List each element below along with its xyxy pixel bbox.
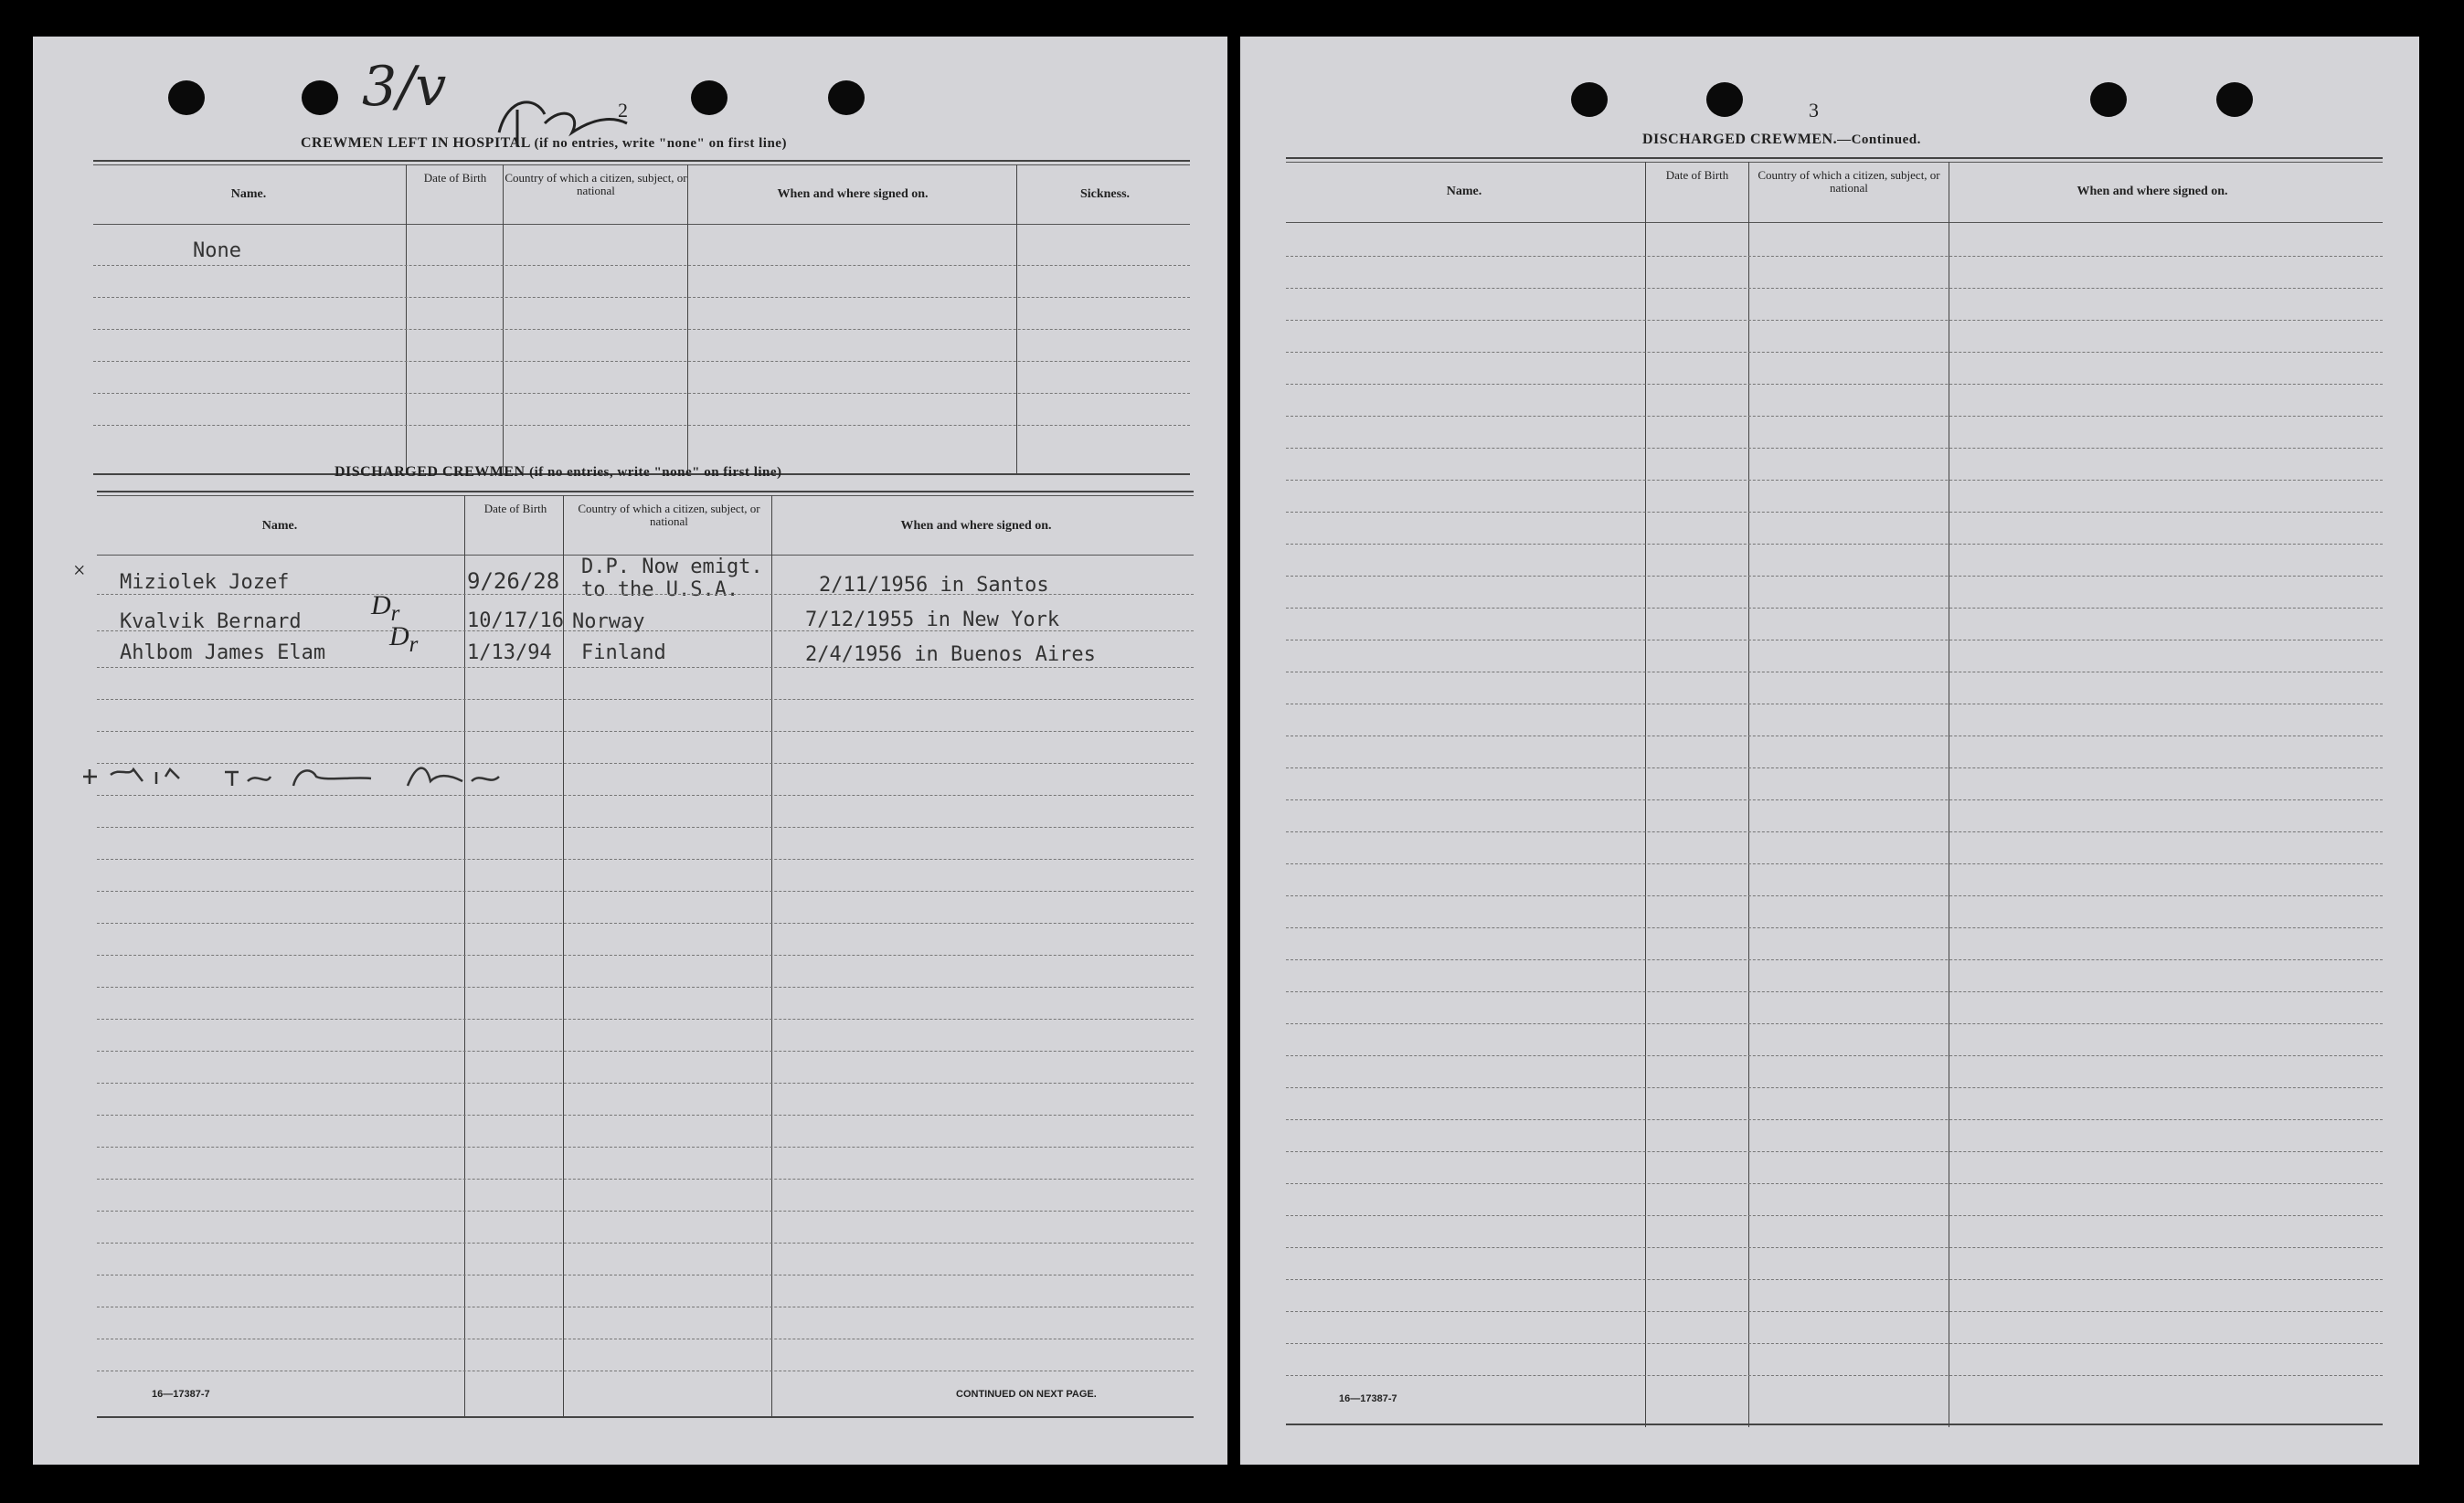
crew-country-line2: to the U.S.A. — [581, 578, 739, 601]
handwritten-page-note: 3/v — [362, 55, 447, 119]
punch-hole — [691, 80, 728, 115]
column-header-dob: Date of Birth — [483, 502, 547, 515]
discharged-continued-title: DISCHARGED CREWMEN.—Continued. — [1642, 132, 1921, 147]
column-header-signed: When and where signed on. — [777, 187, 929, 201]
hospital-first-entry: None — [193, 239, 241, 262]
crew-country: Norway — [572, 610, 645, 633]
column-header-signed: When and where signed on. — [2076, 185, 2228, 198]
column-header-dob: Date of Birth — [1665, 168, 1729, 182]
right-page — [1240, 37, 2419, 1465]
crew-country: Finland — [581, 641, 666, 664]
column-header-name: Name. — [230, 187, 267, 201]
column-header-sickness: Sickness. — [1079, 187, 1131, 201]
crew-name: Miziolek Jozef — [120, 571, 290, 594]
crew-name: Ahlbom James Elam — [120, 641, 326, 664]
checkmark: × — [73, 559, 86, 583]
handwritten-mark: $D_r$ — [389, 621, 419, 657]
punch-hole — [1571, 82, 1608, 117]
punch-hole — [302, 80, 338, 115]
page-number: 3 — [1809, 99, 1819, 122]
column-header-country: Country of which a citizen, subject, or national — [504, 171, 687, 197]
crew-signed: 7/12/1955 in New York — [805, 609, 1060, 631]
crew-dob: 10/17/16 — [467, 609, 564, 632]
crew-country: D.P. Now emigt. — [581, 556, 763, 578]
punch-hole — [2090, 82, 2127, 117]
crew-name: Kvalvik Bernard — [120, 610, 302, 633]
column-header-country: Country of which a citizen, subject, or national — [1758, 168, 1940, 195]
punch-hole — [2216, 82, 2253, 117]
crew-signed: 2/11/1956 in Santos — [819, 574, 1049, 597]
crew-dob: 1/13/94 — [467, 641, 552, 664]
punch-hole — [1706, 82, 1743, 117]
form-number: 16—17387-7 — [152, 1389, 210, 1400]
punch-hole — [828, 80, 865, 115]
hospital-section-title: CREWMEN LEFT IN HOSPITAL (if no entries, write "none" on first line) — [301, 135, 787, 151]
column-header-name: Name. — [1446, 185, 1482, 198]
page-number: 2 — [618, 99, 628, 122]
handwritten-annotation — [79, 749, 536, 804]
column-header-signed: When and where signed on. — [900, 519, 1052, 533]
continued-note: CONTINUED ON NEXT PAGE. — [956, 1389, 1097, 1400]
crew-signed: 2/4/1956 in Buenos Aires — [805, 643, 1096, 666]
column-header-country: Country of which a citizen, subject, or national — [578, 502, 760, 528]
column-header-name: Name. — [261, 519, 298, 533]
column-header-dob: Date of Birth — [423, 171, 487, 185]
form-number: 16—17387-7 — [1339, 1393, 1397, 1404]
discharged-section-title: DISCHARGED CREWMEN (if no entries, write "none" on first line) — [335, 464, 782, 480]
crew-dob: 9/26/28 — [467, 568, 560, 594]
punch-hole — [168, 80, 205, 115]
handwritten-mark: $D_r$ — [371, 590, 400, 626]
left-page — [33, 37, 1227, 1465]
